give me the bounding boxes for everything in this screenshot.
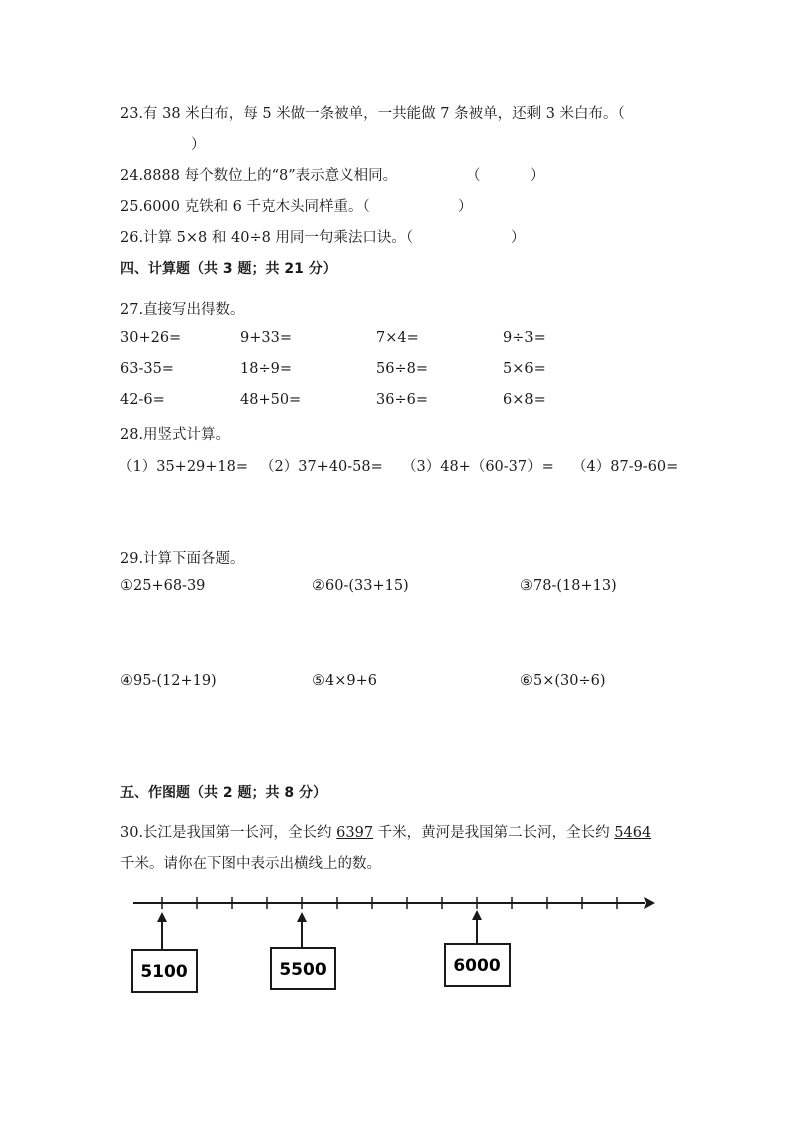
label-6000: 6000 [453,956,501,976]
q23-line1: 23.有 38 米白布，每 5 米做一条被单，一共能做 7 条被单，还剩 3 米白布。（ [120,106,625,122]
q28-item3: （3）48+（60-37）= [402,459,554,475]
label-5500: 5500 [279,960,327,980]
label-5100: 5100 [140,962,188,982]
q25-text: 25.6000 克铁和 6 千克木头同样重。（ [120,199,370,215]
q27-r2c2: 18÷9= [240,361,292,377]
q29-item2: ②60-(33+15) [312,578,409,594]
q24-paren-open: （ [466,168,481,184]
q29-item5: ⑤4×9+6 [312,673,377,689]
q27-r2c1: 63-35= [120,361,174,377]
q27-r1c3: 7×4= [376,330,419,346]
q27-r2c3: 56÷8= [376,361,428,377]
q24-paren-close: ） [530,168,545,184]
q25-paren-close: ） [458,199,473,215]
q29-item1: ①25+68-39 [120,578,206,594]
q26-paren-close: ） [511,230,526,246]
q28-item1: （1）35+29+18= [118,459,249,475]
q27-r3c2: 48+50= [240,392,302,408]
arrow-6000-head [472,910,482,920]
q30-text-b: 千米，黄河是我国第二长河，全长约 [373,825,615,841]
q28-item4: （4）87-9-60= [572,459,679,475]
q27-r1c2: 9+33= [240,330,292,346]
q30-line2: 千米。请你在下图中表示出横线上的数。 [120,856,381,872]
section4-title: 四、计算题（共 3 题；共 21 分） [120,261,337,277]
q29-item3: ③78-(18+13) [520,578,617,594]
q27-r3c4: 6×8= [503,392,546,408]
q27-r1c1: 30+26= [120,330,182,346]
q28-title: 28.用竖式计算。 [120,427,231,443]
q27-r1c4: 9÷3= [503,330,546,346]
q27-r3c1: 42-6= [120,392,165,408]
q27-title: 27.直接写出得数。 [120,302,245,318]
q30-num-yellow: 5464 [614,825,652,841]
q28-item2: （2）37+40-58= [260,459,383,475]
q26-text: 26.计算 5×8 和 40÷8 用同一句乘法口诀。（ [120,230,414,246]
q29-item6: ⑥5×(30÷6) [520,673,606,689]
number-line-arrowhead [644,897,655,909]
q30-text-a: 30.长江是我国第一长河，全长约 [120,825,337,841]
arrow-5500-head [297,912,307,922]
q23-answer-close: ） [191,137,206,153]
q29-title: 29.计算下面各题。 [120,551,245,567]
q29-item4: ④95-(12+19) [120,673,217,689]
arrow-5100-head [157,912,167,922]
q27-r3c3: 36÷6= [376,392,428,408]
q24-text: 24.8888 每个数位上的“8”表示意义相同。 [120,168,398,184]
section5-title: 五、作图题（共 2 题；共 8 分） [120,785,327,801]
q30-num-yangtze: 6397 [336,825,374,841]
q27-r2c4: 5×6= [503,361,546,377]
